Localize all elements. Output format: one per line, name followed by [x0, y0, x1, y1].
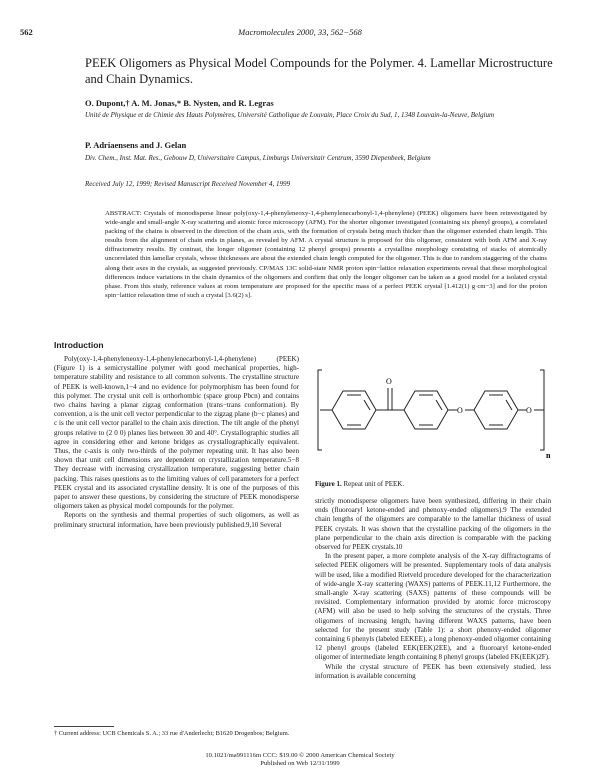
paragraph: While the crystal structure of PEEK has been extensively studied, less information is available concerning	[315, 662, 551, 680]
abstract: ABSTRACT: Crystals of monodisperse linear poly(oxy-1,4-phenyleneoxy-1,4-phenylenecarbonyl-1,4-phenylene) (PEEK) oligomers have been reinvestigated by wide-angle and small-angle X-ray scattering and atomic force microscopy (AFM). For the shorter oligomer investigated (containing six phenyl groups), a correlated packing of the chains is observed in the direction of the chain axis, with the formation of crystals being much thicker than the oligomer extended chain length. This results from the alignment of chain ends in planes, as revealed by AFM. A crystal structure is proposed for this oligomer, consistent with both AFM and X-ray diffractometry results. By contrast, the longer oligomer (containing 12 phenyl groups) presents a crystalline morphology consisting of stacks of atomically uncorrelated thin lamellar crystals, whose thicknesses are about the extended chain length computed for the oligomer. This is due to random staggering of the chains along their axes in the crystals, as suggested previously. CP/MAS 13C solid-state NMR proton spin−lattice relaxation experiments reveal that these morphological differences induce variations in the chain dynamics of the oligomers and confirm that only the longer oligomer can be taken as a good model for a isolated crystal phase. From this study, reference values at room temperature are proposed for the specific mass of a perfect PEEK crystal [1.412(1) g·cm−3] and for the proton spin−lattice relaxation time of such a crystal [3.6(2) s].	[105, 210, 547, 299]
peek-structure-diagram	[312, 340, 552, 475]
footnote: † Current address: UCB Chemicals S. A.; 33 rue d'Anderlecht; B1620 Drogenbos; Belgium.	[54, 730, 290, 737]
paragraph: Poly(oxy-1,4-phenyleneoxy-1,4-phenylenecarbonyl-1,4-phenylene) (PEEK) (Figure 1) is a semicrystalline polymer with good mechanical properties, high-temperature stability and resistance to all common solvents. The crystalline structure of PEEK is well-known,1−4 and no evidence for polymorphism has been found for this polymer. The crystal unit cell is orthorhombic (space group Pbcn) and contains two chains having a planar zigzag conformation (trans−trans conformation). By convention, a is the unit cell vector perpendicular to the zigzag plane (b−c planes) and c is the unit cell vector parallel to the chain axis direction. The tilt angle of the phenyl groups relative to (2 0 0) planes lies between 30 and 40°. Crystallographic studies all agree in considering ether and ketone bridges as crystallographically equivalent. Thus, the c-axis is only two-thirds of the polymer repeating unit. It has also been shown that unit cell dimensions are dependent on crystallization temperature.5−8 They decrease with increasing crystallization temperature, suggesting better chain packing. This raises questions as to the limiting values of cell parameters for a perfect PEEK crystal and its associated crystalline density. It is one of the purposes of this paper to answer these questions, by considering the structure of PEEK monodisperse oligomers taken as physical model compounds for the polymer.	[54, 355, 299, 511]
phenyl-ring-2	[404, 391, 448, 429]
footnote-divider	[54, 726, 114, 727]
paragraph: strictly monodisperse oligomers have been synthesized, differing in their chain ends (fluoroaryl ketone-ended and phenoxy-ended oligomers).9 The extended chain lengths of the oligomers are comparable to the lamellar thickness of usual PEEK crystals. It was shown that the crystalline packing of the oligomers in the plane perpendicular to the chain axis direction is comparable with the packing observed for PEEK crystals.10	[315, 497, 551, 552]
figure-1-peek-repeat-unit	[312, 340, 552, 475]
phenyl-ring-3	[474, 391, 518, 429]
figure-caption-text: Repeat unit of PEEK.	[343, 480, 405, 488]
published-line: Published on Web 12/31/1999	[260, 760, 340, 768]
section-heading-introduction: Introduction	[54, 340, 104, 350]
page-number: 562	[20, 27, 33, 37]
figure-caption-label: Figure 1.	[315, 480, 342, 488]
page-footer	[0, 752, 600, 768]
article-title: PEEK Oligomers as Physical Model Compounds for the Polymer. 4. Lamellar Microstructure and Chain Dynamics.	[85, 56, 553, 86]
oxygen-label-ether-2: O	[526, 406, 532, 415]
paragraph: Reports on the synthesis and thermal properties of such oligomers, as well as preliminary structural information, have been previously published.9,10 Several	[54, 511, 299, 529]
oxygen-label-ether-1: O	[457, 406, 463, 415]
received-dates: Received July 12, 1999; Revised Manuscript Received November 4, 1999	[85, 180, 291, 188]
affiliation-1: Unité de Physique et de Chimie des Hauts Polymères, Université Catholique de Louvain, Place Croix du Sud, 1, 1348 Louvain-la-Neuve, Belgium	[85, 111, 495, 119]
left-column	[54, 355, 299, 530]
repeat-subscript: n	[546, 451, 551, 460]
journal-citation: Macromolecules 2000, 33, 562−568	[238, 27, 362, 37]
paragraph: In the present paper, a more complete analysis of the X-ray diffractograms of selected PEEK oligomers will be presented. Supplementary tools of data analysis will be used, like a modified Rietveld procedure developed for the characterization of wide-angle X-ray scattering (WAXS) patterns of PEEK.11,12 Furthermore, the small-angle X-ray scattering (SAXS) patterns of these compounds will be revisited. Complementary information provided by atomic force microscopy (AFM) will also be used to help solving the structures of the crystals. Three oligomers of increasing length, having different WAXS patterns, have been selected for the present study (Table 1): a short phenoxy-ended oligomer containing 6 phenyls (labeled EEKEE), a long phenoxy-ended oligomer containing 12 phenyl groups (labeled EEK(EEK)2EE), and a fluoroaryl ketone-ended oligomer of intermediate length containing 8 phenyl groups (labeled FK(EEK)2F).	[315, 552, 551, 662]
authors-group-2: P. Adriaensens and J. Gelan	[85, 140, 187, 150]
right-column	[315, 497, 551, 681]
affiliation-2: Div. Chem., Inst. Mat. Res., Gebouw D, Universitaire Campus, Limburgs Universitair Centrum, 3590 Diepenbeek, Belgium	[85, 154, 431, 162]
authors-group-1: O. Dupont,† A. M. Jonas,* B. Nysten, and R. Legras	[85, 98, 274, 108]
oxygen-label-carbonyl: O	[386, 377, 392, 386]
phenyl-ring-1	[332, 391, 376, 429]
doi-line: 10.1021/ma991116m CCC: $19.00 © 2000 American Chemical Society	[205, 752, 395, 759]
figure-caption	[315, 480, 404, 488]
